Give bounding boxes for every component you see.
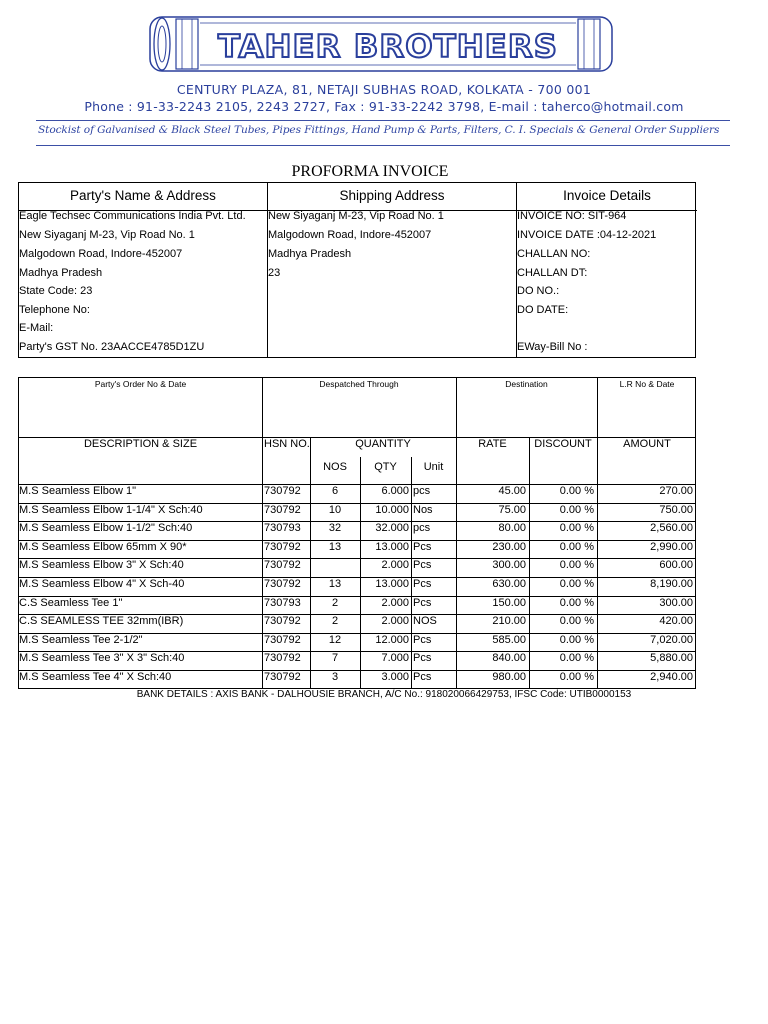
item-desc: M.S Seamless Elbow 3" X Sch:40 <box>19 559 184 572</box>
item-amount: 270.00 <box>659 485 693 497</box>
item-nos: 2 <box>331 615 339 628</box>
invoice-date: INVOICE DATE :04-12-2021 <box>517 229 657 241</box>
invoice-header: Invoice Details <box>517 183 697 211</box>
party-line: Eagle Techsec Communications India Pvt. Ltd. <box>19 210 246 222</box>
item-amount: 300.00 <box>659 596 693 609</box>
item-amount: 8,190.00 <box>650 578 693 590</box>
party-name-column <box>19 183 267 357</box>
item-desc: M.S Seamless Tee 3" X 3" Sch:40 <box>19 652 185 665</box>
party-line: Madhya Pradesh <box>19 267 103 279</box>
item-hsn: 730792 <box>264 578 301 590</box>
item-desc: C.S Seamless Tee 1" <box>19 596 123 609</box>
item-hsn: 730792 <box>264 540 301 553</box>
item-desc: M.S Seamless Elbow 1-1/4" X Sch:40 <box>19 503 203 516</box>
item-amount: 420.00 <box>659 615 693 628</box>
lr-no-label: L.R No & Date <box>619 379 675 389</box>
do-date: DO DATE: <box>517 304 569 316</box>
shipping-address-column <box>267 183 516 357</box>
item-desc: M.S Seamless Elbow 65mm X 90* <box>19 540 187 553</box>
item-discount: 0.00 % <box>559 578 594 590</box>
item-rate: 840.00 <box>492 652 526 665</box>
party-line: E-Mail: <box>19 322 54 334</box>
destination-label: Destination <box>505 379 548 389</box>
rate-header: RATE <box>478 438 507 450</box>
party-line: Party's GST No. 23AACCE4785D1ZU <box>19 341 205 353</box>
document-title: PROFORMA INVOICE <box>291 163 449 180</box>
item-rate: 585.00 <box>492 633 526 646</box>
item-qty: 7.000 <box>381 652 409 665</box>
party-line: Telephone No: <box>19 304 90 316</box>
letterhead-divider-bottom <box>36 145 730 146</box>
quantity-header: QUANTITY <box>355 438 411 450</box>
item-nos: 3 <box>331 671 339 683</box>
item-rate: 210.00 <box>492 615 526 628</box>
invoice-number: INVOICE NO: SIT-964 <box>517 210 627 222</box>
item-nos: 13 <box>328 578 342 590</box>
item-desc: M.S Seamless Elbow 4" X Sch-40 <box>19 578 185 590</box>
item-rate: 230.00 <box>492 540 526 553</box>
item-qty: 10.000 <box>375 503 409 516</box>
order-no-label: Party's Order No & Date <box>94 379 187 389</box>
invoice-details-column <box>516 183 697 357</box>
qty-header: QTY <box>374 461 397 473</box>
company-logo <box>148 14 614 74</box>
item-nos: 13 <box>328 540 342 553</box>
shipping-line: New Siyaganj M-23, Vip Road No. 1 <box>268 210 444 222</box>
item-rate: 980.00 <box>492 671 526 683</box>
item-amount: 2,940.00 <box>650 671 693 683</box>
item-desc: M.S Seamless Elbow 1" <box>19 485 137 497</box>
item-discount: 0.00 % <box>559 671 594 683</box>
unit-header: Unit <box>423 461 444 473</box>
item-unit: NOS <box>413 615 437 628</box>
item-nos: 10 <box>328 503 342 516</box>
item-discount: 0.00 % <box>559 596 594 609</box>
item-discount: 0.00 % <box>559 485 594 497</box>
shipping-line: 23 <box>268 267 281 279</box>
items-table <box>18 377 696 689</box>
eway-bill-number: EWay-Bill No : <box>517 341 588 353</box>
party-header: Party's Name & Address <box>19 183 267 211</box>
nos-header: NOS <box>323 461 347 473</box>
item-hsn: 730792 <box>264 615 301 628</box>
do-number: DO NO.: <box>517 285 560 297</box>
item-unit: pcs <box>413 522 431 535</box>
item-rate: 75.00 <box>498 503 526 516</box>
item-nos: 2 <box>331 596 339 609</box>
item-rate: 45.00 <box>498 485 526 497</box>
item-hsn: 730792 <box>264 633 301 646</box>
item-rate: 300.00 <box>492 559 526 572</box>
challan-number: CHALLAN NO: <box>517 248 591 260</box>
item-nos: 12 <box>328 633 342 646</box>
item-unit: Pcs <box>413 578 432 590</box>
item-unit: Pcs <box>413 652 432 665</box>
item-hsn: 730792 <box>264 559 301 572</box>
item-discount: 0.00 % <box>559 559 594 572</box>
shipping-header: Shipping Address <box>268 183 516 211</box>
discount-header: DISCOUNT <box>534 438 592 450</box>
item-unit: Pcs <box>413 596 432 609</box>
hsn-header: HSN NO. <box>264 438 310 450</box>
item-unit: Nos <box>413 503 433 516</box>
item-nos: 32 <box>328 522 342 535</box>
item-hsn: 730792 <box>264 671 301 683</box>
item-qty: 2.000 <box>381 559 409 572</box>
item-hsn: 730792 <box>264 503 301 516</box>
amount-header: AMOUNT <box>623 438 671 450</box>
company-name: TAHER BROTHERS <box>218 29 558 65</box>
item-desc: M.S Seamless Tee 4" X Sch:40 <box>19 671 172 683</box>
bank-details: BANK DETAILS : AXIS BANK - DALHOUSIE BRANCH, A/C No.: 918020066429753, IFSC Code: UTIB0000153 <box>136 689 632 700</box>
item-hsn: 730793 <box>264 522 301 535</box>
challan-date: CHALLAN DT: <box>517 267 588 279</box>
item-qty: 6.000 <box>381 485 409 497</box>
item-discount: 0.00 % <box>559 540 594 553</box>
item-discount: 0.00 % <box>559 615 594 628</box>
col-divider <box>411 457 412 689</box>
item-discount: 0.00 % <box>559 503 594 516</box>
item-discount: 0.00 % <box>559 633 594 646</box>
party-line: Malgodown Road, Indore-452007 <box>19 248 183 260</box>
letterhead-divider-top <box>36 120 730 121</box>
item-unit: Pcs <box>413 540 432 553</box>
item-unit: Pcs <box>413 633 432 646</box>
item-amount: 7,020.00 <box>650 633 693 646</box>
company-tagline: Stockist of Galvanised & Black Steel Tubes, Pipes Fittings, Hand Pump & Parts, Filters, C. I. Specials & General Order Suppliers <box>38 124 720 136</box>
item-amount: 750.00 <box>659 503 693 516</box>
item-discount: 0.00 % <box>559 652 594 665</box>
party-details-table <box>18 182 696 358</box>
item-amount: 2,560.00 <box>650 522 693 535</box>
shipping-line: Malgodown Road, Indore-452007 <box>268 229 432 241</box>
item-qty: 13.000 <box>375 578 409 590</box>
description-header: DESCRIPTION & SIZE <box>83 438 198 450</box>
shipping-line: Madhya Pradesh <box>268 248 352 260</box>
company-address: CENTURY PLAZA, 81, NETAJI SUBHAS ROAD, KOLKATA - 700 001 <box>176 82 592 97</box>
item-qty: 2.000 <box>381 596 409 609</box>
company-contact: Phone : 91-33-2243 2105, 2243 2727, Fax : 91-33-2242 3798, E-mail : taherco@hotmail.com <box>84 99 684 114</box>
item-nos: 6 <box>331 485 339 497</box>
item-qty: 13.000 <box>375 540 409 553</box>
despatched-through-label: Despatched Through <box>319 379 399 389</box>
item-rate: 80.00 <box>498 522 526 535</box>
item-desc: M.S Seamless Elbow 1-1/2" Sch:40 <box>19 522 193 535</box>
item-hsn: 730793 <box>264 596 301 609</box>
item-qty: 32.000 <box>375 522 409 535</box>
item-amount: 5,880.00 <box>650 652 693 665</box>
item-discount: 0.00 % <box>559 522 594 535</box>
item-unit: Pcs <box>413 559 432 572</box>
col-divider <box>262 378 263 689</box>
item-rate: 630.00 <box>492 578 526 590</box>
party-line: State Code: 23 <box>19 285 93 297</box>
item-nos: 7 <box>331 652 339 665</box>
item-qty: 2.000 <box>381 615 409 628</box>
item-qty: 3.000 <box>381 671 409 683</box>
item-hsn: 730792 <box>264 652 301 665</box>
item-rate: 150.00 <box>492 596 526 609</box>
item-desc: M.S Seamless Tee 2-1/2" <box>19 633 143 646</box>
item-amount: 600.00 <box>659 559 693 572</box>
item-unit: Pcs <box>413 671 432 683</box>
item-hsn: 730792 <box>264 485 301 497</box>
party-line: New Siyaganj M-23, Vip Road No. 1 <box>19 229 195 241</box>
item-qty: 12.000 <box>375 633 409 646</box>
item-amount: 2,990.00 <box>650 540 693 553</box>
item-unit: pcs <box>413 485 431 497</box>
item-desc: C.S SEAMLESS TEE 32mm(IBR) <box>19 615 184 628</box>
